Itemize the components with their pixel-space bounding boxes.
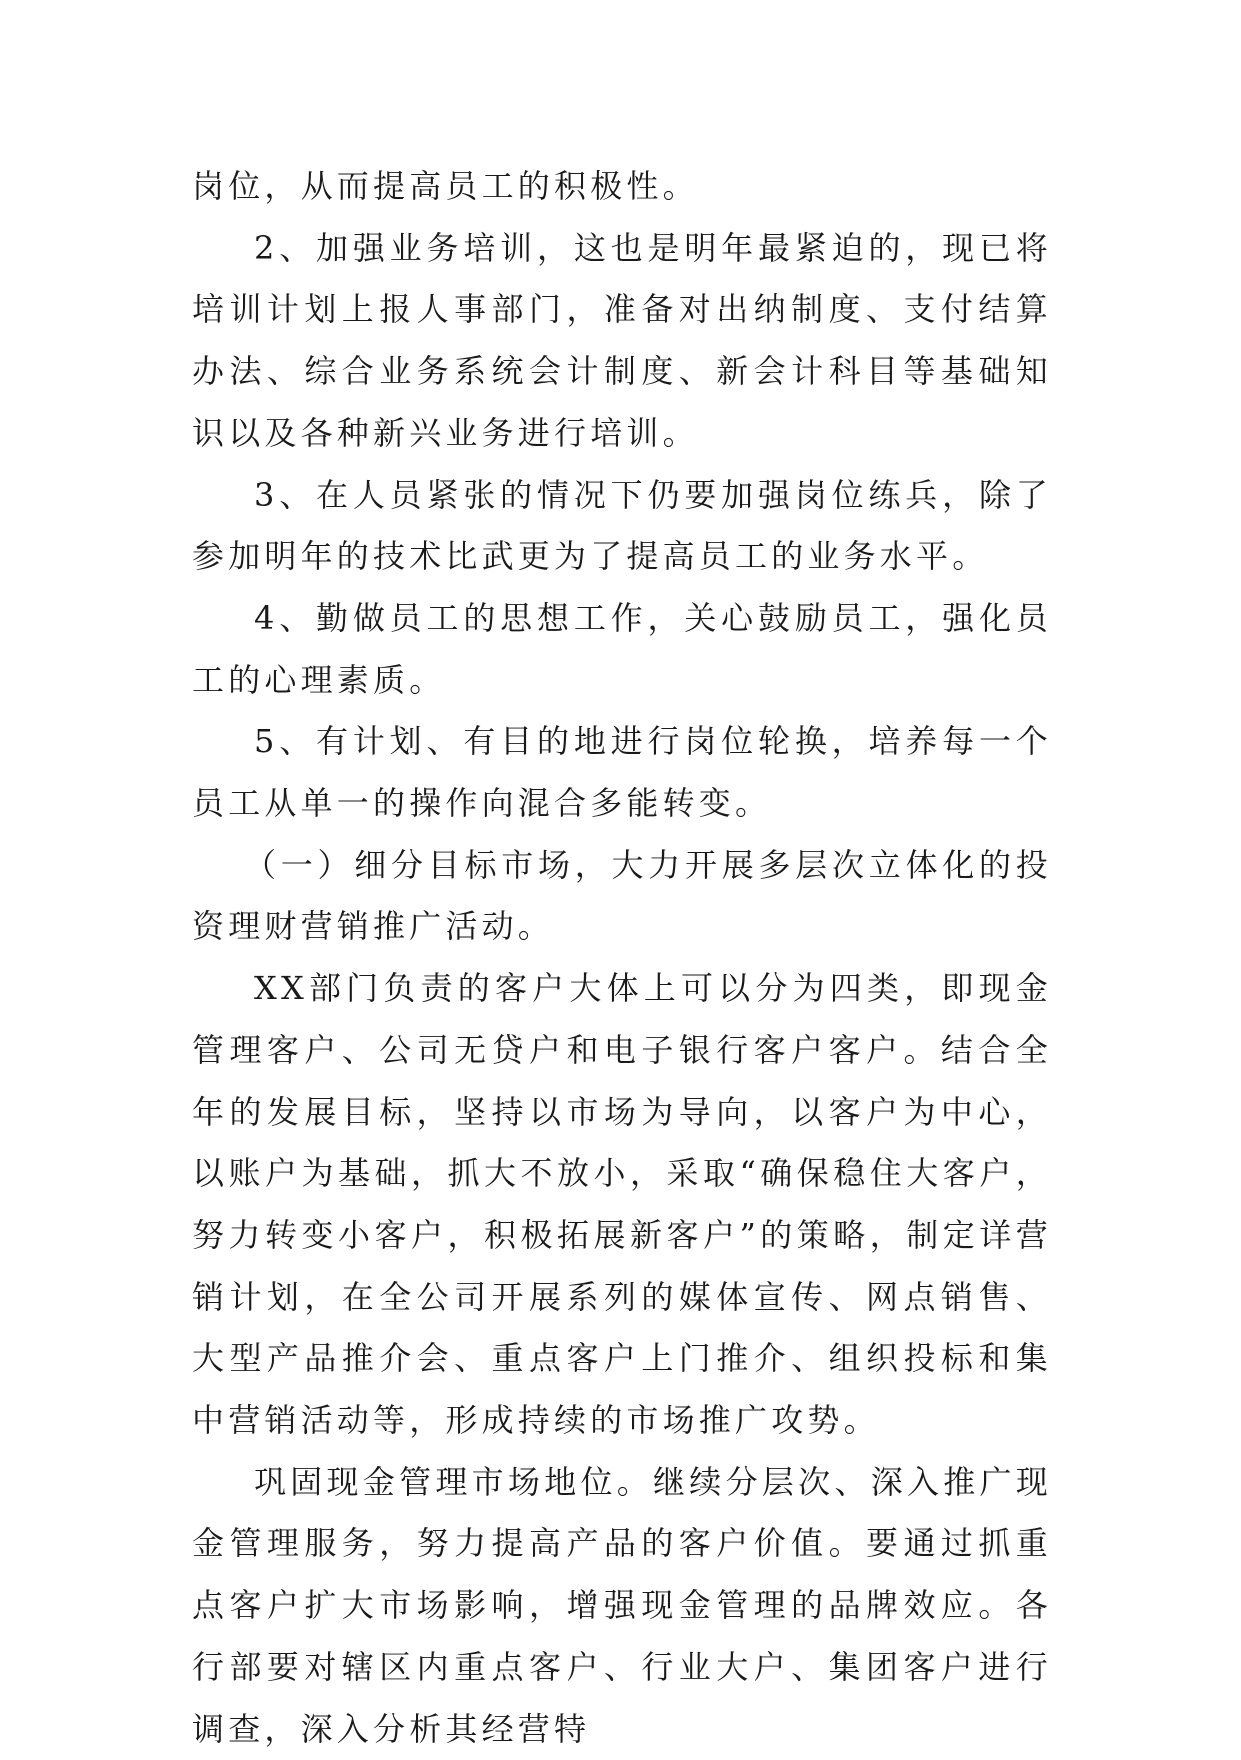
paragraph-continuation: 岗位，从而提高员工的积极性。 — [192, 167, 699, 205]
paragraph-item-3: 3、在人员紧张的情况下仍要加强岗位练兵，除了参加明年的技术比武更为了提高员工的业务水平。 — [192, 475, 1052, 576]
document-body — [192, 156, 1052, 1760]
section-heading-1: （一）细分目标市场，大力开展多层次立体化的投资理财营销推广活动。 — [192, 845, 1052, 946]
paragraph-cash-management: 巩固现金管理市场地位。继续分层次、深入推广现金管理服务，努力提高产品的客户价值。要通过抓重点客户扩大市场影响，增强现金管理的品牌效应。各行部要对辖区内重点客户、行业大户、集团客户进行调查，深入分析其经营特 — [192, 1462, 1052, 1748]
paragraph-item-5: 5、有计划、有目的地进行岗位轮换，培养每一个员工从单一的操作向混合多能转变。 — [192, 722, 1052, 823]
paragraph-customers: XX部门负责的客户大体上可以分为四类，即现金管理客户、公司无贷户和电子银行客户客户。结合全年的发展目标，坚持以市场为导向，以客户为中心，以账户为基础，抓大不放小，采取“确保稳住大客户，努力转变小客户，积极拓展新客户”的策略，制定详营销计划，在全公司开展系列的媒体宣传、网点销售、大型产品推介会、重点客户上门推介、组织投标和集中营销活动等，形成持续的市场推广攻势。 — [192, 969, 1052, 1440]
paragraph-item-4: 4、勤做员工的思想工作，关心鼓励员工，强化员工的心理素质。 — [192, 598, 1052, 699]
paragraph-item-2: 2、加强业务培训，这也是明年最紧迫的，现已将培训计划上报人事部门，准备对出纳制度、支付结算办法、综合业务系统会计制度、新会计科目等基础知识以及各种新兴业务进行培训。 — [192, 228, 1052, 452]
